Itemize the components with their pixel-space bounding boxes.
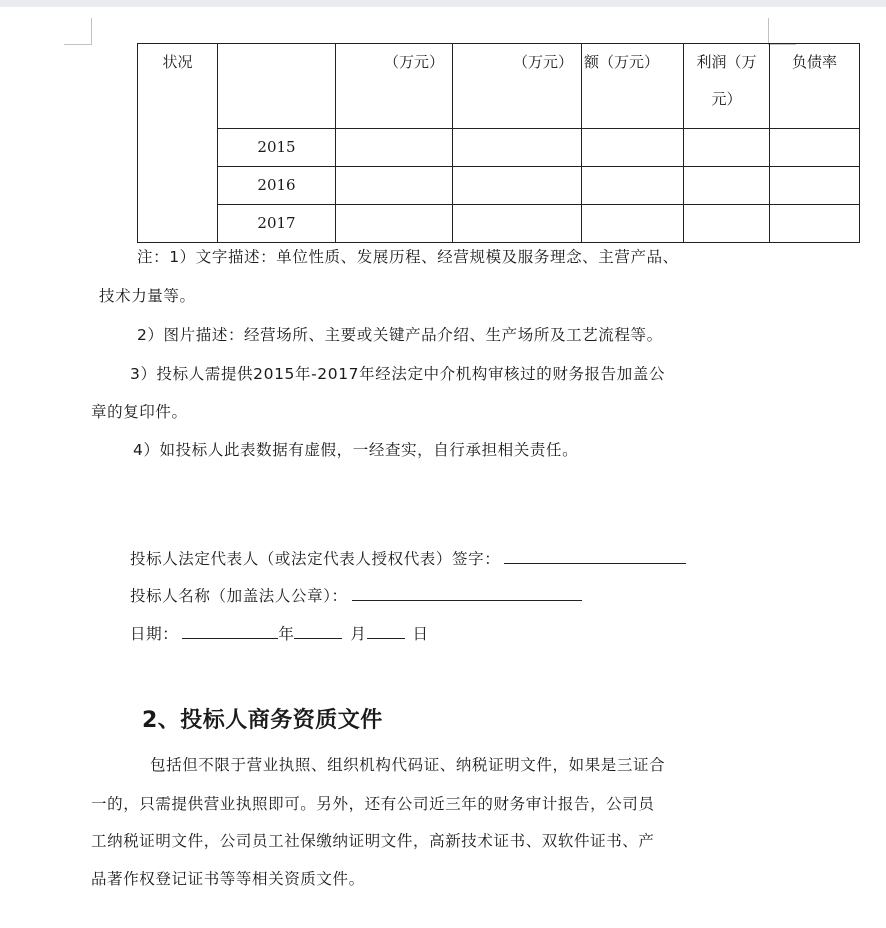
- date-year-blank[interactable]: [182, 624, 278, 639]
- table-cell: [336, 167, 453, 205]
- table-cell: [770, 205, 860, 243]
- signature-rep-label: 投标人法定代表人（或法定代表人授权代表）签字：: [130, 550, 501, 568]
- table-cell: [453, 167, 582, 205]
- table-cell: [453, 129, 582, 167]
- section-body-line-1: 包括但不限于营业执照、组织机构代码证、纳税证明文件，如果是三证合: [150, 756, 666, 774]
- section-body-line-2: 一的，只需提供营业执照即可。另外，还有公司近三年的财务审计报告，公司员: [91, 795, 655, 813]
- header-year-blank: [218, 44, 336, 129]
- note-1-line-1: 注：1）文字描述：单位性质、发展历程、经营规模及服务理念、主营产品、: [137, 248, 679, 266]
- table-cell: [582, 129, 684, 167]
- bidder-name-blank[interactable]: [352, 586, 582, 601]
- table-row: [138, 167, 860, 205]
- crop-mark-left-horizontal: [64, 44, 92, 45]
- note-1-line-2: 技术力量等。: [99, 287, 196, 305]
- header-status: 状况: [138, 44, 218, 243]
- crop-mark-left-vertical: [91, 18, 92, 45]
- table-cell: [684, 129, 770, 167]
- date-year-label: 年: [278, 625, 295, 643]
- header-profit-line2: 元）: [711, 90, 742, 108]
- table-row: [138, 129, 860, 167]
- bidder-name-label: 投标人名称（加盖法人公章）：: [130, 587, 348, 605]
- date-label: 日期：: [130, 625, 179, 643]
- date-day-blank[interactable]: [367, 624, 405, 639]
- crop-mark-right-vertical: [768, 18, 769, 45]
- note-4: 4）如投标人此表数据有虚假，一经查实，自行承担相关责任。: [133, 441, 579, 459]
- financial-table: [137, 43, 860, 243]
- date-line: [130, 622, 429, 644]
- table-cell: [336, 129, 453, 167]
- date-day-label: 日: [412, 625, 429, 643]
- year-cell: 2015: [218, 129, 336, 167]
- table-row: [138, 205, 860, 243]
- table-cell: [453, 205, 582, 243]
- table-cell: [684, 205, 770, 243]
- signature-rep-line: [130, 547, 686, 569]
- note-3-line-2: 章的复印件。: [91, 403, 188, 421]
- signature-rep-blank[interactable]: [504, 549, 686, 564]
- header-unit-a: （万元）: [336, 44, 453, 129]
- table-cell: [770, 129, 860, 167]
- section-heading: 2、投标人商务资质文件: [142, 708, 383, 733]
- bidder-name-line: [130, 584, 582, 606]
- year-cell: 2017: [218, 205, 336, 243]
- table-cell: [336, 205, 453, 243]
- header-amount: 额（万元）: [582, 44, 684, 129]
- header-unit-b: （万元）: [453, 44, 582, 129]
- date-month-label: 月: [350, 625, 367, 643]
- date-month-blank[interactable]: [294, 624, 342, 639]
- note-2: 2）图片描述：经营场所、主要或关键产品介绍、生产场所及工艺流程等。: [137, 326, 663, 344]
- year-cell: 2016: [218, 167, 336, 205]
- table-header-row: [138, 44, 860, 129]
- section-body-line-4: 品著作权登记证书等等相关资质文件。: [91, 870, 365, 888]
- table-cell: [684, 167, 770, 205]
- header-debt-ratio: 负债率: [770, 44, 860, 129]
- table-cell: [770, 167, 860, 205]
- section-body-line-3: 工纳税证明文件，公司员工社保缴纳证明文件，高新技术证书、双软件证书、产: [91, 832, 655, 850]
- window-top-bar: [0, 0, 886, 7]
- header-profit: [684, 44, 770, 129]
- table-cell: [582, 205, 684, 243]
- table-cell: [582, 167, 684, 205]
- note-3-line-1: 3）投标人需提供2015年-2017年经法定中介机构审核过的财务报告加盖公: [130, 365, 666, 383]
- header-profit-line1: 利润（万: [696, 53, 757, 71]
